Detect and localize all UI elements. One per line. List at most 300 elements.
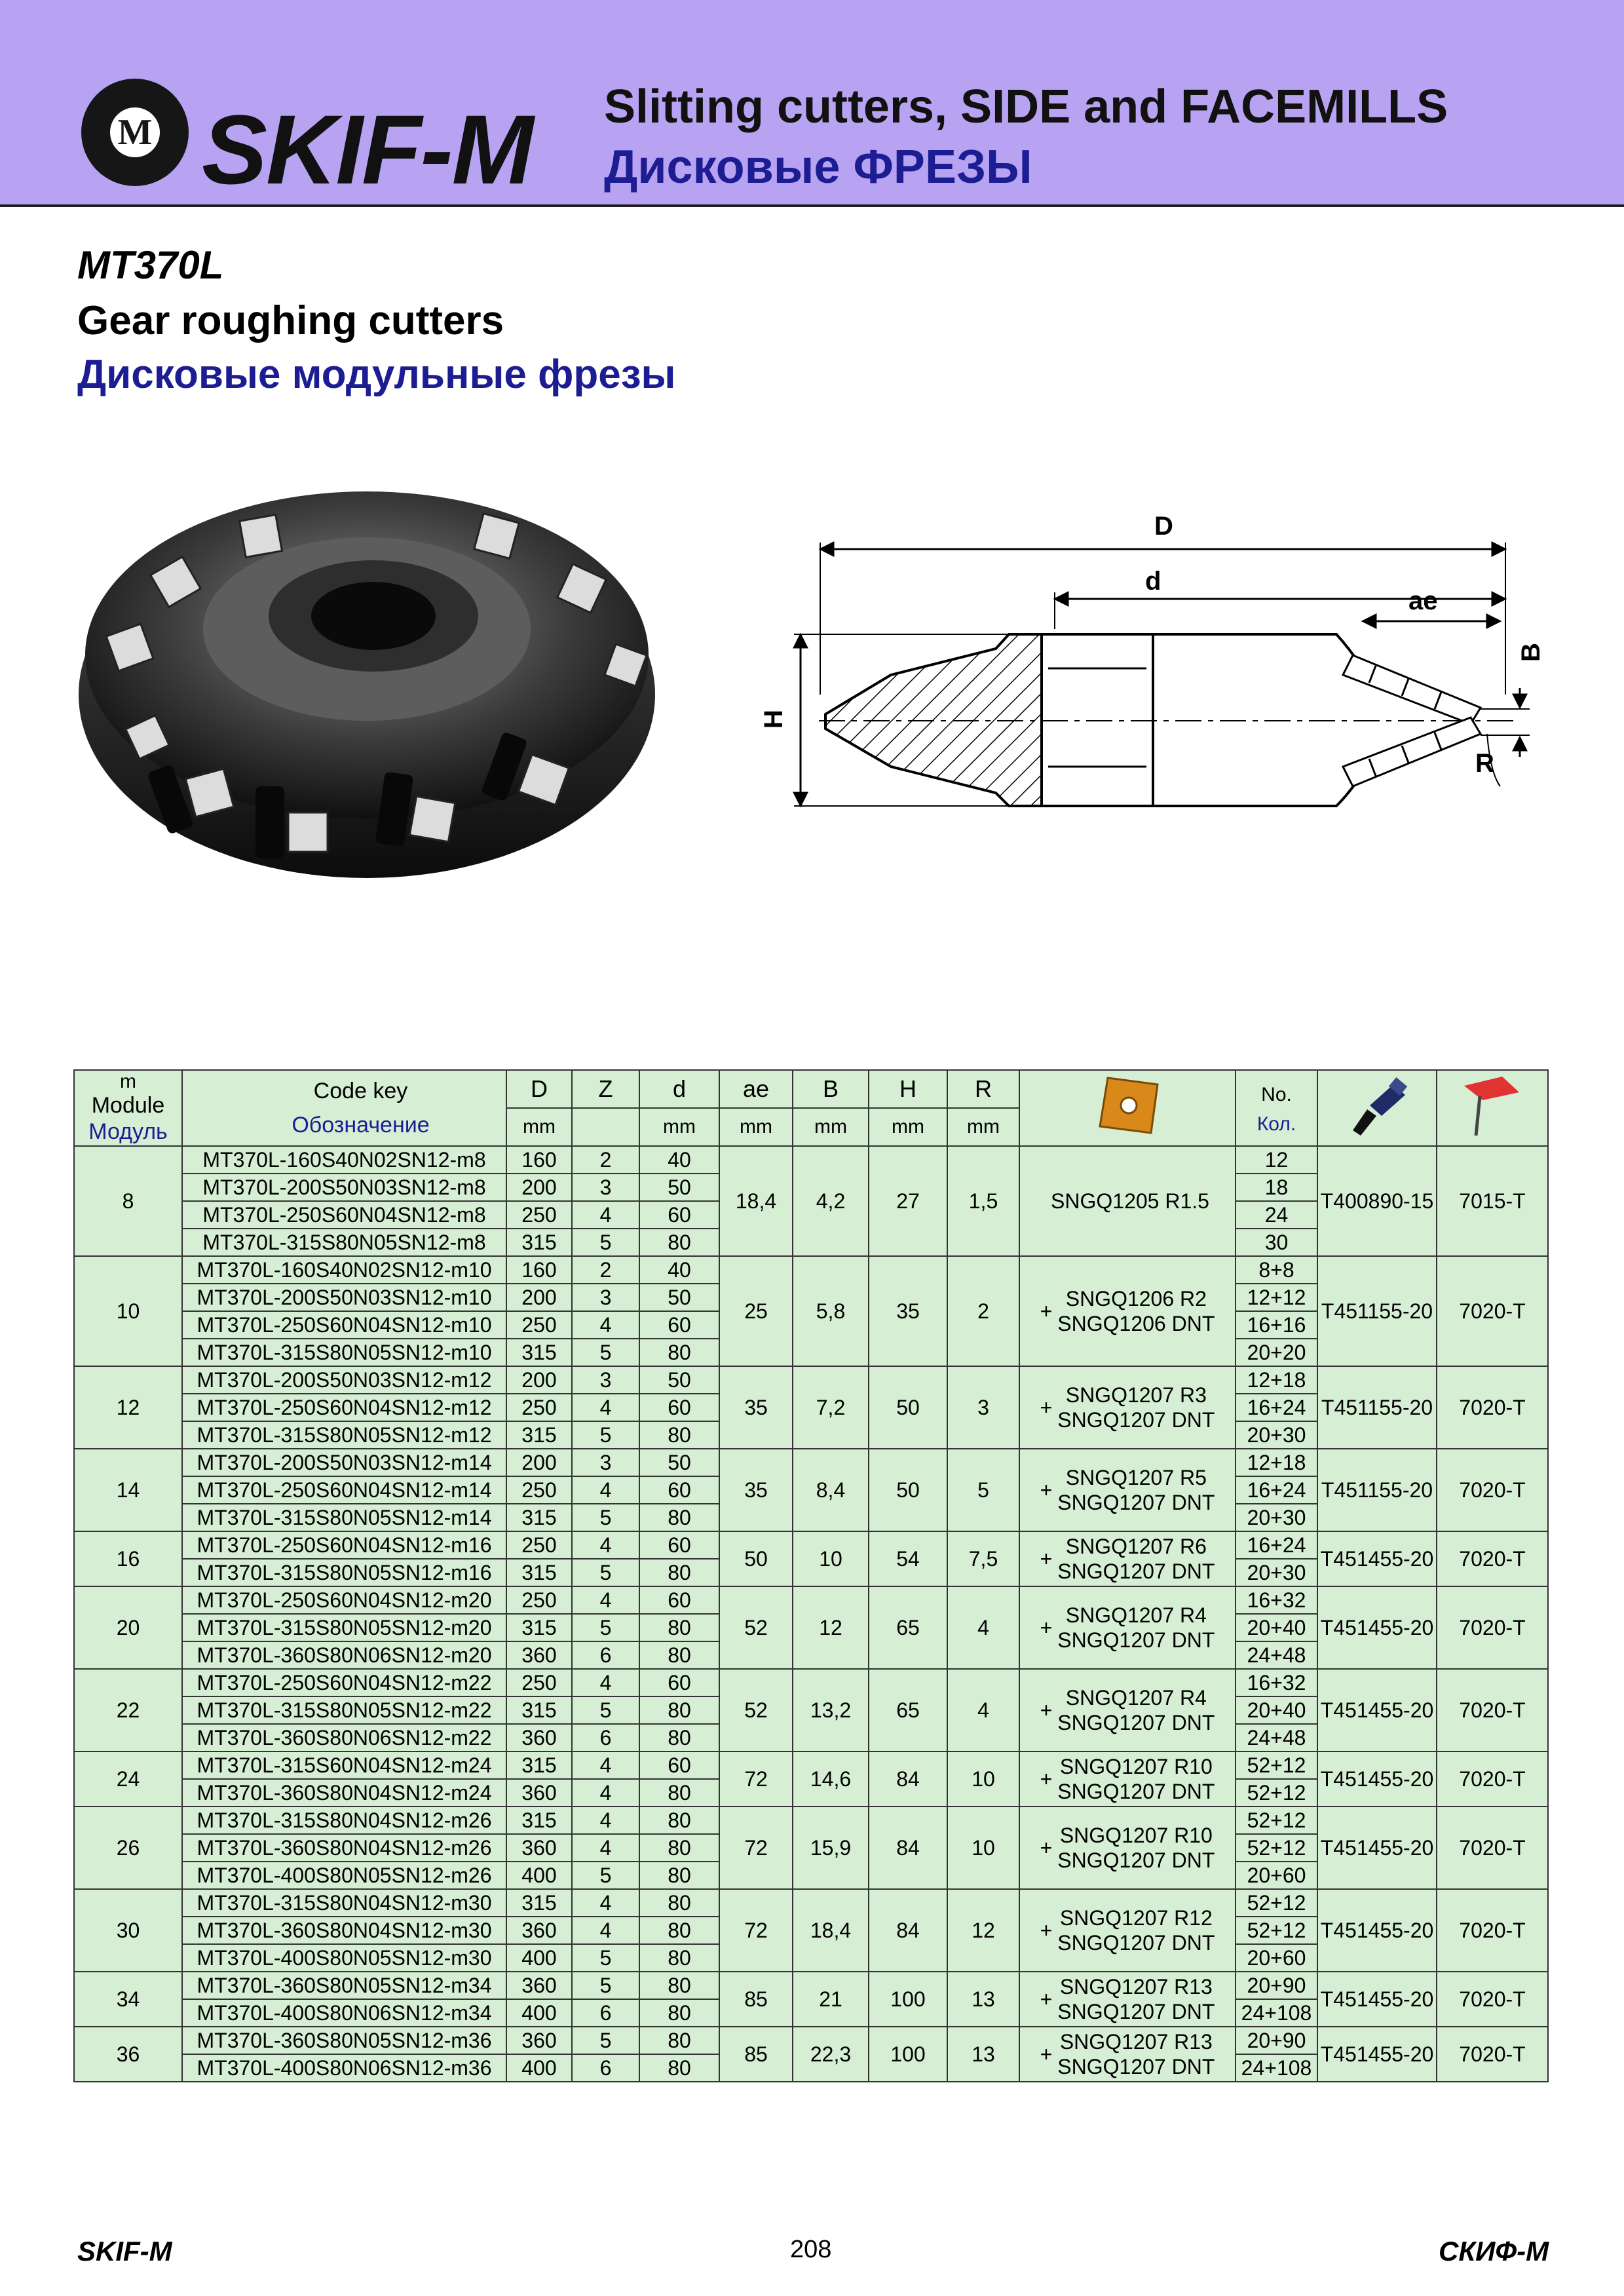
module-cell: 30 [74,1889,182,1972]
count-cell: 16+24 [1236,1394,1317,1421]
module-cell: 12 [74,1366,182,1449]
count-cell: 52+12 [1236,1779,1317,1807]
B-cell: 12 [793,1586,869,1669]
screw-cell: T451455-20 [1317,1669,1437,1751]
count-cell: 12+18 [1236,1366,1317,1394]
screw-icon [1341,1073,1413,1138]
insert-code: SNGQ1207 DNT [1057,1931,1215,1955]
count-cell: 8+8 [1236,1256,1317,1284]
count-cell: 24+108 [1236,2054,1317,2082]
Z-cell: 5 [572,1559,639,1586]
H-cell: 65 [869,1586,947,1669]
ae-cell: 72 [719,1751,793,1807]
Z-cell: 5 [572,1229,639,1256]
insert-plus: + [1040,1698,1053,1722]
table-row [74,1366,1548,1394]
footer-brand-en: SKIF-M [77,2236,172,2267]
count-cell: 16+32 [1236,1669,1317,1696]
key-cell: 7020-T [1437,1366,1548,1449]
screw-cell: T451155-20 [1317,1256,1437,1366]
insert-cell [1019,1146,1236,1256]
insert-code: SNGQ1207 R12 [1059,1906,1213,1930]
footer-brand-ru: СКИФ-М [1439,2236,1549,2267]
Z-cell: 6 [572,1641,639,1669]
insert-code: SNGQ1207 R4 [1065,1686,1207,1710]
code-key-cell: MT370L-360S80N04SN12-m30 [182,1917,506,1944]
Z-cell: 5 [572,1504,639,1531]
code-key-cell: MT370L-315S80N05SN12-m22 [182,1696,506,1724]
col-header-Z: Z [572,1070,639,1108]
col-header-d: d [639,1070,719,1108]
screw-cell: T451455-20 [1317,1751,1437,1807]
table-row [74,1751,1548,1779]
D-cell: 200 [506,1174,572,1201]
insert-icon [1088,1073,1167,1138]
insert-code: SNGQ1207 DNT [1057,1780,1215,1803]
Z-cell: 4 [572,1394,639,1421]
H-cell: 84 [869,1807,947,1889]
key-cell: 7020-T [1437,1751,1548,1807]
D-cell: 400 [506,2054,572,2082]
Z-cell: 5 [572,2027,639,2054]
Z-cell: 6 [572,1724,639,1751]
count-cell: 16+24 [1236,1476,1317,1504]
count-cell: 18 [1236,1174,1317,1201]
d-cell: 50 [639,1174,719,1201]
D-cell: 360 [506,1972,572,1999]
count-cell: 52+12 [1236,1889,1317,1917]
col-header-H: H [869,1070,947,1108]
insert-code: SNGQ1206 R2 [1065,1287,1207,1311]
B-cell: 21 [793,1972,869,2027]
key-cell: 7020-T [1437,1531,1548,1586]
code-key-cell: MT370L-250S60N04SN12-m20 [182,1586,506,1614]
R-cell: 13 [947,1972,1019,2027]
key-cell: 7020-T [1437,2027,1548,2082]
insert-plus: + [1040,1767,1053,1791]
col-header-code [182,1070,506,1146]
code-key-cell: MT370L-160S40N02SN12-m10 [182,1256,506,1284]
d-cell: 80 [639,1696,719,1724]
dim-ae-label: ae [1408,586,1438,615]
insert-plus: + [1040,1547,1053,1571]
D-cell: 315 [506,1559,572,1586]
spec-table [73,1069,1549,2082]
d-cell: 80 [639,1999,719,2027]
ae-cell: 18,4 [719,1146,793,1256]
table-row [74,1531,1548,1559]
header-module: Module [91,1093,165,1118]
count-cell: 52+12 [1236,1917,1317,1944]
insert-code: SNGQ1207 R13 [1059,1975,1213,1999]
d-cell: 50 [639,1366,719,1394]
header-code-key-ru: Обозначение [292,1113,430,1138]
D-cell: 315 [506,1421,572,1449]
B-cell: 18,4 [793,1889,869,1972]
D-cell: 315 [506,1696,572,1724]
count-cell: 52+12 [1236,1834,1317,1862]
d-cell: 40 [639,1256,719,1284]
module-cell: 20 [74,1586,182,1669]
Z-cell: 3 [572,1284,639,1311]
ae-cell: 72 [719,1807,793,1889]
D-cell: 400 [506,1999,572,2027]
code-key-cell: MT370L-160S40N02SN12-m8 [182,1146,506,1174]
module-cell: 22 [74,1669,182,1751]
B-cell: 4,2 [793,1146,869,1256]
Z-cell: 4 [572,1807,639,1834]
code-key-cell: MT370L-250S60N04SN12-m10 [182,1311,506,1339]
R-cell: 10 [947,1751,1019,1807]
H-cell: 27 [869,1146,947,1256]
col-header-R: R [947,1070,1019,1108]
product-photo [72,459,662,891]
unit-B: mm [793,1108,869,1146]
screw-cell: T451455-20 [1317,2027,1437,2082]
D-cell: 200 [506,1284,572,1311]
screw-cell: T400890-15 [1317,1146,1437,1256]
H-cell: 84 [869,1751,947,1807]
table-row [74,1146,1548,1174]
Z-cell: 2 [572,1256,639,1284]
dim-H-label: H [759,710,788,729]
d-cell: 80 [639,1917,719,1944]
d-cell: 80 [639,1944,719,1972]
Z-cell: 6 [572,2054,639,2082]
page-title-en: Slitting cutters, SIDE and FACEMILLS [604,81,1448,133]
count-cell: 12 [1236,1146,1317,1174]
Z-cell: 5 [572,1614,639,1641]
count-cell: 24+48 [1236,1724,1317,1751]
D-cell: 360 [506,1779,572,1807]
D-cell: 315 [506,1504,572,1531]
page-title-ru: Дисковые ФРЕЗЫ [604,141,1032,193]
D-cell: 360 [506,1834,572,1862]
unit-ae: mm [719,1108,793,1146]
D-cell: 315 [506,1614,572,1641]
D-cell: 315 [506,1751,572,1779]
dim-D-label: D [1154,512,1173,541]
module-cell: 36 [74,2027,182,2082]
d-cell: 80 [639,1421,719,1449]
Z-cell: 4 [572,1779,639,1807]
col-header-B: B [793,1070,869,1108]
dim-R-label: R [1475,749,1494,778]
count-cell: 12+18 [1236,1449,1317,1476]
insert-cell [1019,1972,1236,2027]
d-cell: 80 [639,1504,719,1531]
R-cell: 3 [947,1366,1019,1449]
D-cell: 160 [506,1256,572,1284]
screw-icon-cell [1317,1070,1437,1146]
dim-d-label: d [1145,567,1161,596]
d-cell: 80 [639,2054,719,2082]
header-m: m [120,1071,136,1092]
Z-cell: 6 [572,1999,639,2027]
B-cell: 10 [793,1531,869,1586]
code-key-cell: MT370L-360S80N06SN12-m22 [182,1724,506,1751]
code-key-cell: MT370L-315S60N04SN12-m24 [182,1751,506,1779]
count-cell: 52+12 [1236,1751,1317,1779]
Z-cell: 5 [572,1339,639,1366]
table-row [74,1669,1548,1696]
Z-cell: 3 [572,1366,639,1394]
count-cell: 20+90 [1236,2027,1317,2054]
insert-code: SNGQ1207 R10 [1059,1755,1213,1778]
R-cell: 5 [947,1449,1019,1531]
code-key-cell: MT370L-315S80N05SN12-m12 [182,1421,506,1449]
ae-cell: 52 [719,1586,793,1669]
code-key-cell: MT370L-315S80N05SN12-m16 [182,1559,506,1586]
B-cell: 22,3 [793,2027,869,2082]
H-cell: 84 [869,1889,947,1972]
header-no: No. [1261,1084,1292,1105]
insert-code: SNGQ1207 R13 [1059,2030,1213,2054]
d-cell: 50 [639,1449,719,1476]
code-key-cell: MT370L-200S50N03SN12-m8 [182,1174,506,1201]
ae-cell: 85 [719,2027,793,2082]
d-cell: 40 [639,1146,719,1174]
insert-plus: + [1040,1836,1053,1860]
count-cell: 30 [1236,1229,1317,1256]
code-key-cell: MT370L-315S80N05SN12-m8 [182,1229,506,1256]
module-cell: 24 [74,1751,182,1807]
d-cell: 80 [639,1889,719,1917]
d-cell: 80 [639,1779,719,1807]
page-number: 208 [790,2236,832,2263]
D-cell: 315 [506,1889,572,1917]
module-cell: 26 [74,1807,182,1889]
d-cell: 60 [639,1476,719,1504]
insert-code: SNGQ1206 DNT [1057,1312,1215,1335]
count-cell: 20+30 [1236,1559,1317,1586]
ae-cell: 25 [719,1256,793,1366]
insert-plus: + [1040,2042,1053,2066]
Z-cell: 5 [572,1862,639,1889]
ae-cell: 72 [719,1889,793,1972]
screw-cell: T451455-20 [1317,1889,1437,1972]
B-cell: 7,2 [793,1366,869,1449]
key-cell: 7020-T [1437,1669,1548,1751]
insert-plus: + [1040,1987,1053,2011]
ae-cell: 50 [719,1531,793,1586]
insert-code: SNGQ1207 DNT [1057,1559,1215,1583]
H-cell: 54 [869,1531,947,1586]
R-cell: 12 [947,1889,1019,1972]
table-row [74,1449,1548,1476]
ae-cell: 35 [719,1366,793,1449]
count-cell: 52+12 [1236,1807,1317,1834]
insert-code: SNGQ1205 R1.5 [1051,1189,1209,1213]
insert-code: SNGQ1207 R3 [1065,1383,1207,1407]
insert-cell [1019,1669,1236,1751]
code-key-cell: MT370L-250S60N04SN12-m8 [182,1201,506,1229]
code-key-cell: MT370L-200S50N03SN12-m10 [182,1284,506,1311]
screw-cell: T451455-20 [1317,1972,1437,2027]
d-cell: 60 [639,1751,719,1779]
cutter-drawing [747,498,1559,826]
code-key-cell: MT370L-315S80N04SN12-m26 [182,1807,506,1834]
insert-cell [1019,1449,1236,1531]
D-cell: 200 [506,1449,572,1476]
code-key-cell: MT370L-250S60N04SN12-m16 [182,1531,506,1559]
D-cell: 360 [506,2027,572,2054]
insert-plus: + [1040,1616,1053,1639]
Z-cell: 4 [572,1917,639,1944]
count-cell: 20+60 [1236,1862,1317,1889]
insert-cell [1019,1889,1236,1972]
module-cell: 34 [74,1972,182,2027]
code-key-cell: MT370L-400S80N05SN12-m26 [182,1862,506,1889]
module-cell: 16 [74,1531,182,1586]
table-row [74,1586,1548,1614]
D-cell: 250 [506,1476,572,1504]
code-key-cell: MT370L-360S80N04SN12-m24 [182,1779,506,1807]
code-key-cell: MT370L-360S80N05SN12-m36 [182,2027,506,2054]
code-key-cell: MT370L-315S80N04SN12-m30 [182,1889,506,1917]
brand-name: SKIF-M [202,94,533,204]
table-row [74,1889,1548,1917]
code-key-cell: MT370L-250S60N04SN12-m12 [182,1394,506,1421]
count-cell: 20+20 [1236,1339,1317,1366]
d-cell: 80 [639,1559,719,1586]
module-cell: 8 [74,1146,182,1256]
d-cell: 60 [639,1201,719,1229]
Z-cell: 5 [572,1421,639,1449]
col-header-D: D [506,1070,572,1108]
insert-code: SNGQ1207 DNT [1057,1848,1215,1872]
count-cell: 16+24 [1236,1531,1317,1559]
module-cell: 14 [74,1449,182,1531]
R-cell: 10 [947,1807,1019,1889]
unit-H: mm [869,1108,947,1146]
D-cell: 315 [506,1339,572,1366]
insert-code: SNGQ1207 DNT [1057,2055,1215,2078]
Z-cell: 4 [572,1751,639,1779]
D-cell: 360 [506,1917,572,1944]
module-cell: 10 [74,1256,182,1366]
ae-cell: 35 [719,1449,793,1531]
count-cell: 20+40 [1236,1696,1317,1724]
Z-cell: 4 [572,1476,639,1504]
insert-code: SNGQ1207 DNT [1057,2000,1215,2023]
D-cell: 400 [506,1862,572,1889]
D-cell: 315 [506,1229,572,1256]
insert-cell [1019,1751,1236,1807]
code-key-cell: MT370L-400S80N06SN12-m34 [182,1999,506,2027]
ae-cell: 85 [719,1972,793,2027]
insert-code: SNGQ1207 DNT [1057,1408,1215,1432]
count-cell: 24+48 [1236,1641,1317,1669]
d-cell: 80 [639,1834,719,1862]
d-cell: 80 [639,1614,719,1641]
d-cell: 80 [639,1339,719,1366]
count-cell: 16+32 [1236,1586,1317,1614]
Z-cell: 5 [572,1944,639,1972]
code-key-cell: MT370L-360S80N05SN12-m34 [182,1972,506,1999]
d-cell: 60 [639,1531,719,1559]
Z-cell: 4 [572,1669,639,1696]
unit-Z [572,1108,639,1146]
H-cell: 50 [869,1449,947,1531]
insert-code: SNGQ1207 R10 [1059,1824,1213,1847]
code-key-cell: MT370L-400S80N05SN12-m30 [182,1944,506,1972]
key-cell: 7020-T [1437,1449,1548,1531]
D-cell: 400 [506,1944,572,1972]
H-cell: 35 [869,1256,947,1366]
insert-cell [1019,1366,1236,1449]
B-cell: 5,8 [793,1256,869,1366]
insert-cell [1019,1807,1236,1889]
insert-code: SNGQ1207 DNT [1057,1628,1215,1652]
R-cell: 1,5 [947,1146,1019,1256]
header-code-key: Code key [313,1079,408,1103]
Z-cell: 5 [572,1972,639,1999]
code-key-cell: MT370L-360S80N04SN12-m26 [182,1834,506,1862]
Z-cell: 4 [572,1889,639,1917]
code-key-cell: MT370L-250S60N04SN12-m22 [182,1669,506,1696]
insert-plus: + [1040,1299,1053,1323]
key-cell: 7020-T [1437,1256,1548,1366]
brand-logo [77,73,549,204]
Z-cell: 4 [572,1586,639,1614]
code-key-cell: MT370L-250S60N04SN12-m14 [182,1476,506,1504]
insert-code: SNGQ1207 R4 [1065,1603,1207,1627]
header-no-ru: Кол. [1256,1113,1296,1135]
code-key-cell: MT370L-315S80N05SN12-m10 [182,1339,506,1366]
screw-cell: T451455-20 [1317,1807,1437,1889]
header-module-ru: Модуль [88,1119,168,1144]
count-cell: 16+16 [1236,1311,1317,1339]
insert-code: SNGQ1207 DNT [1057,1711,1215,1734]
d-cell: 60 [639,1586,719,1614]
Z-cell: 4 [572,1201,639,1229]
key-cell: 7020-T [1437,1807,1548,1889]
key-cell: 7020-T [1437,1972,1548,2027]
code-key-cell: MT370L-315S80N05SN12-m14 [182,1504,506,1531]
Z-cell: 2 [572,1146,639,1174]
D-cell: 360 [506,1641,572,1669]
R-cell: 2 [947,1256,1019,1366]
insert-code: SNGQ1207 R6 [1065,1535,1207,1558]
screw-cell: T451455-20 [1317,1531,1437,1586]
D-cell: 250 [506,1531,572,1559]
key-cell: 7015-T [1437,1146,1548,1256]
d-cell: 60 [639,1394,719,1421]
table-row [74,2027,1548,2054]
code-key-cell: MT370L-315S80N05SN12-m20 [182,1614,506,1641]
count-cell: 20+90 [1236,1972,1317,1999]
insert-cell [1019,1531,1236,1586]
code-key-cell: MT370L-200S50N03SN12-m14 [182,1449,506,1476]
B-cell: 13,2 [793,1669,869,1751]
count-cell: 20+60 [1236,1944,1317,1972]
H-cell: 100 [869,2027,947,2082]
col-header-count [1236,1070,1317,1146]
ae-cell: 52 [719,1669,793,1751]
insert-icon-cell [1019,1070,1236,1146]
D-cell: 160 [506,1146,572,1174]
insert-code: SNGQ1207 DNT [1057,1491,1215,1514]
B-cell: 14,6 [793,1751,869,1807]
Z-cell: 3 [572,1174,639,1201]
code-key-cell: MT370L-200S50N03SN12-m12 [182,1366,506,1394]
d-cell: 50 [639,1284,719,1311]
key-icon-cell [1437,1070,1548,1146]
unit-d: mm [639,1108,719,1146]
insert-code: SNGQ1207 R5 [1065,1466,1207,1489]
product-name-ru: Дисковые модульные фрезы [77,352,676,397]
